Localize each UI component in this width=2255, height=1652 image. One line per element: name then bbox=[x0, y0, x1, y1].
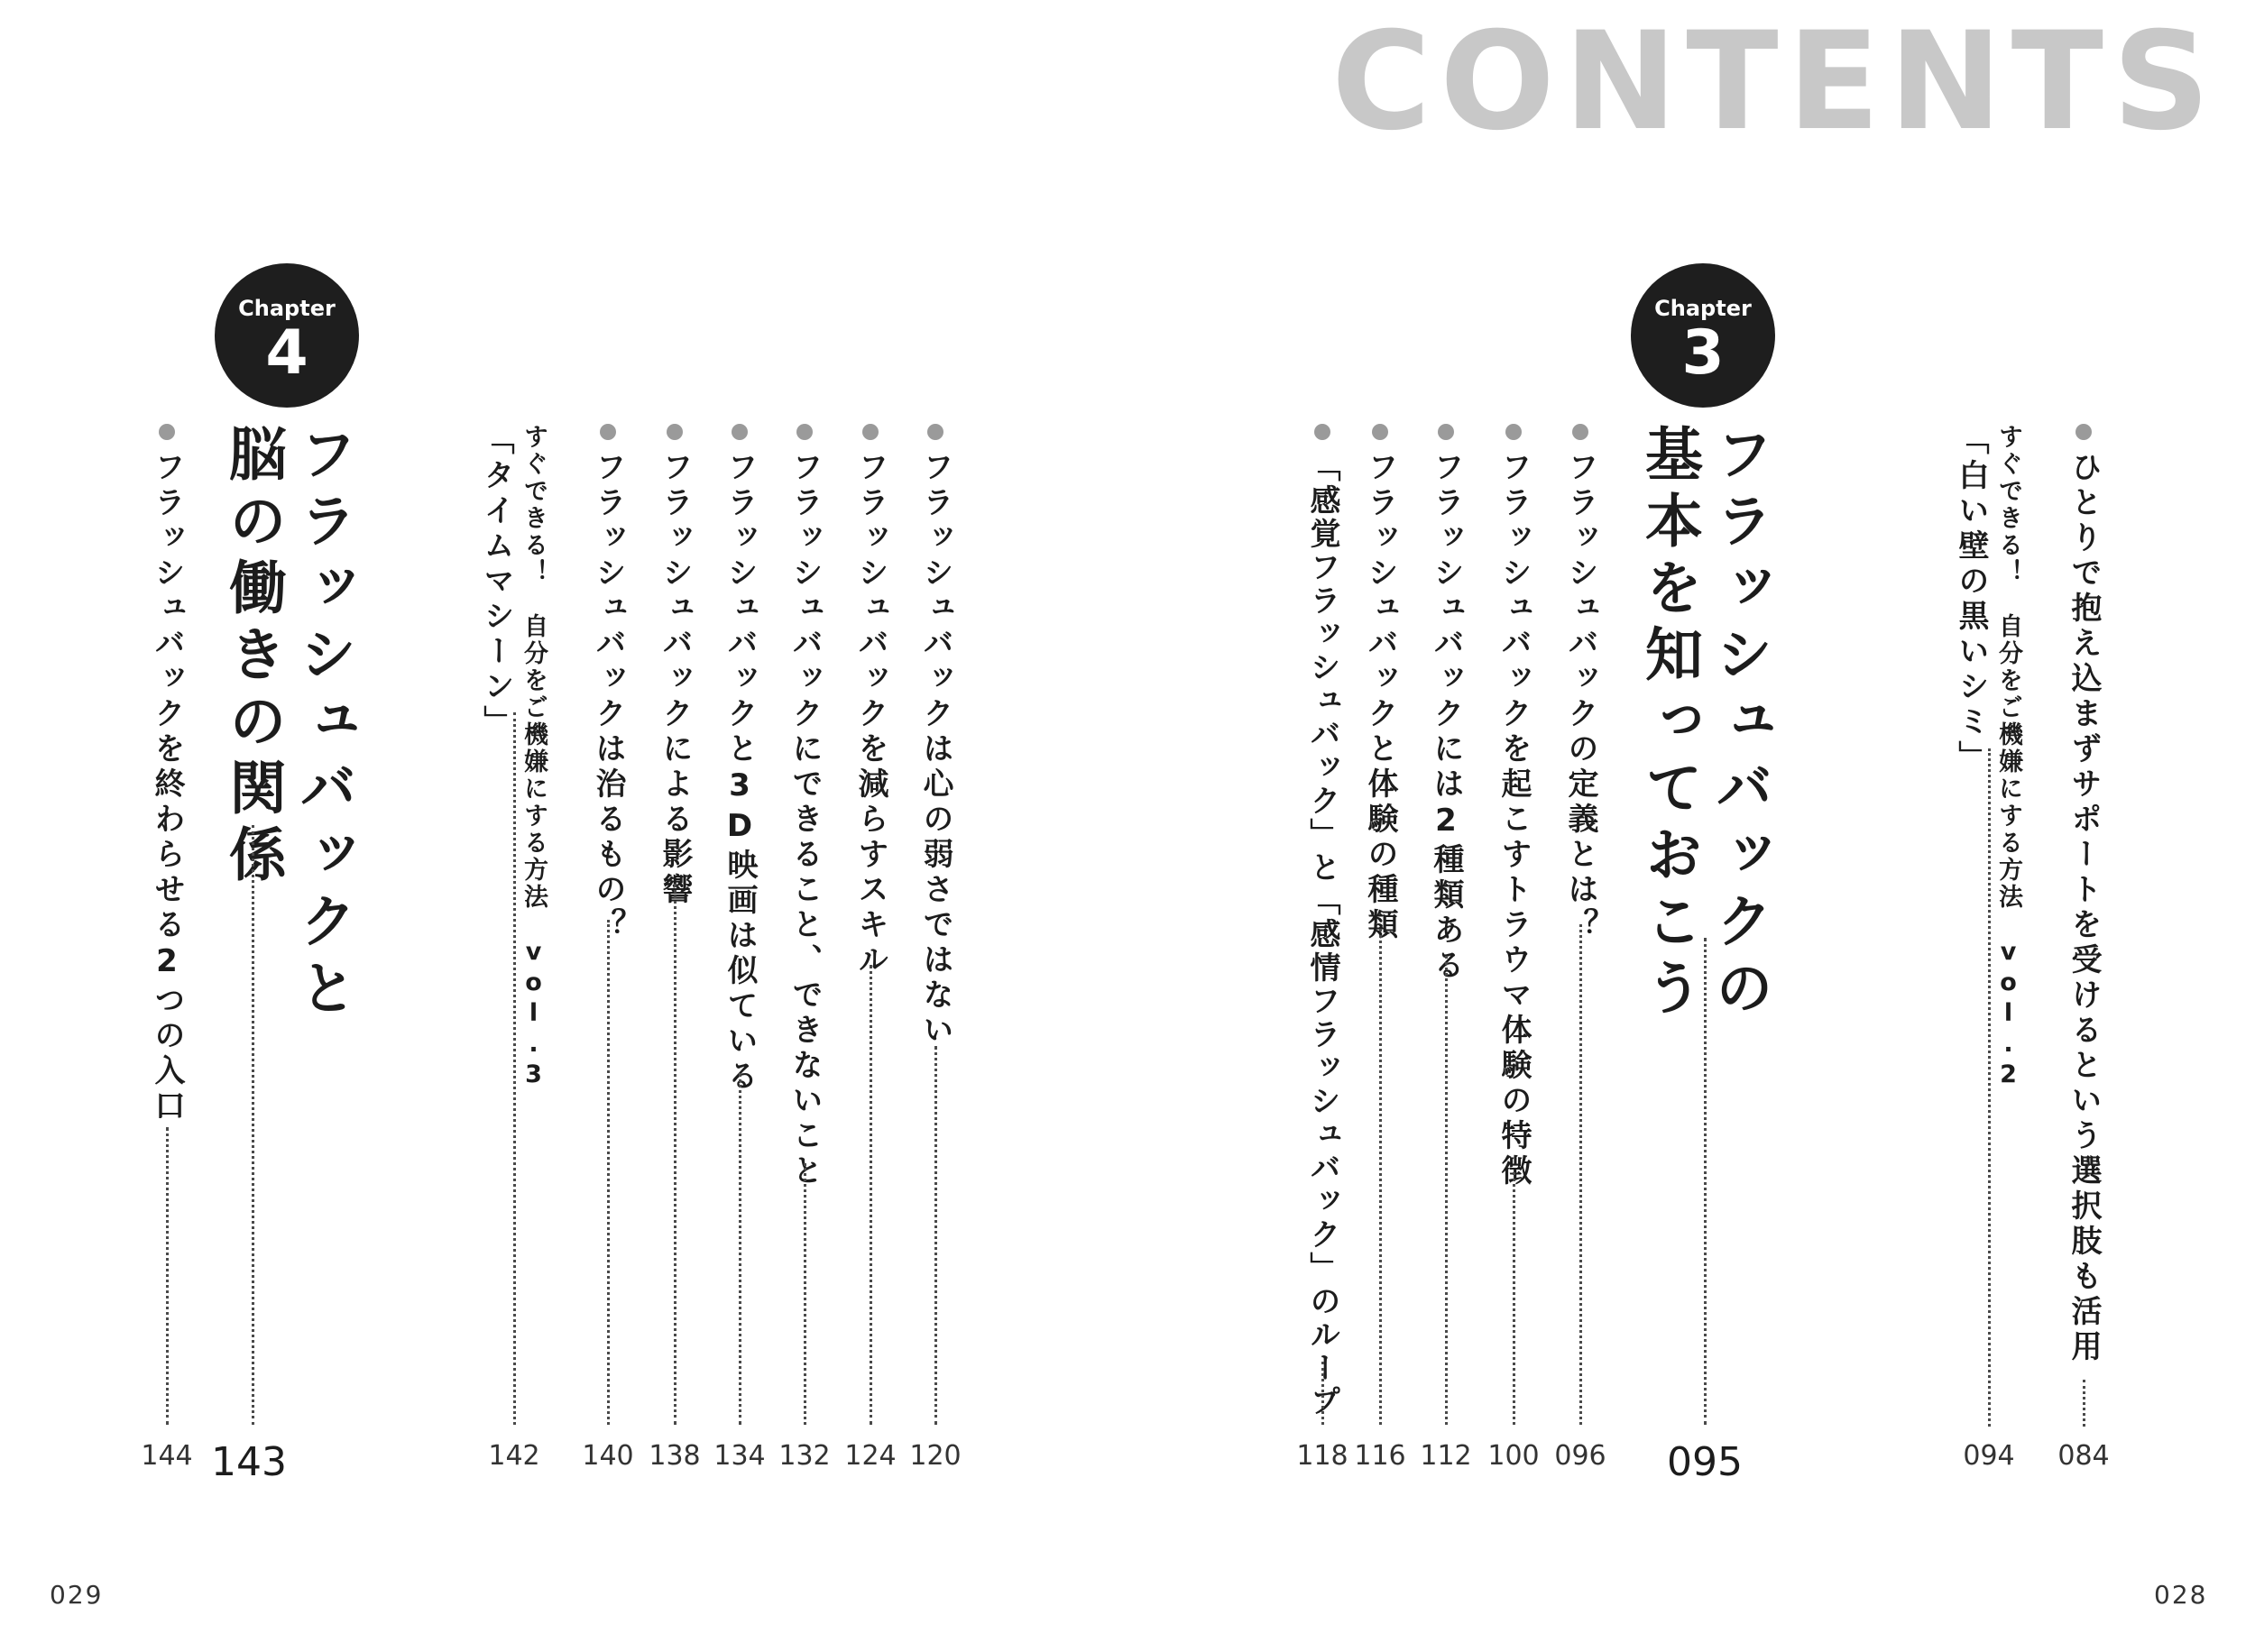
toc-entry-title: フラッシュバックには2種類ある bbox=[1428, 451, 1464, 984]
dot-leader bbox=[2083, 1380, 2085, 1427]
toc-entry-page: 142 bbox=[488, 1440, 540, 1472]
toc-entry-page: 138 bbox=[649, 1440, 701, 1472]
toc-entry-page: 096 bbox=[1554, 1440, 1606, 1472]
toc-entry-title: 「感覚フラッシュバック」と「感情フラッシュバック」のループ bbox=[1304, 451, 1340, 1418]
column-title-line2: 「白い壁の黒いシミ」 bbox=[1953, 424, 1989, 776]
bullet-icon bbox=[600, 424, 616, 440]
toc-entry-title: フラッシュバックを終わらせる2つの入口 bbox=[149, 451, 185, 1124]
bullet-icon bbox=[796, 424, 813, 440]
dot-leader bbox=[1704, 938, 1707, 1425]
dot-leader bbox=[934, 1046, 937, 1425]
chapter-4-badge bbox=[215, 263, 359, 408]
bullet-icon bbox=[2076, 424, 2092, 440]
bullet-icon bbox=[159, 424, 175, 440]
chapter-3-badge-number: 3 bbox=[1681, 317, 1725, 389]
toc-entry-page: 124 bbox=[844, 1440, 897, 1472]
dot-leader bbox=[739, 1073, 741, 1425]
bullet-icon bbox=[1438, 424, 1454, 440]
toc-entry-title: フラッシュバックの定義とは？ bbox=[1562, 451, 1598, 943]
toc-entry-page: 144 bbox=[141, 1440, 193, 1472]
bullet-icon bbox=[1372, 424, 1388, 440]
page-number-right: 028 bbox=[2154, 1580, 2208, 1610]
column-title-line1: すぐできる！ 自分をご機嫌にする方法 vol.2 bbox=[1994, 424, 2022, 1091]
bullet-icon bbox=[862, 424, 879, 440]
chapter-4-badge-label: Chapter bbox=[238, 296, 336, 321]
toc-entry-page: 112 bbox=[1420, 1440, 1472, 1472]
dot-leader bbox=[1988, 748, 1991, 1427]
chapter-4-page: 143 bbox=[211, 1439, 287, 1485]
chapter-3-badge bbox=[1631, 263, 1775, 408]
dot-leader bbox=[1579, 924, 1582, 1425]
bullet-icon bbox=[667, 424, 683, 440]
page-number-left: 029 bbox=[50, 1580, 104, 1610]
chapter-title-line2: 脳の働きの関係 bbox=[219, 424, 286, 891]
dot-leader bbox=[607, 920, 610, 1425]
column-title-line2: 「タイムマシーン」 bbox=[478, 424, 514, 740]
toc-entry-title: フラッシュバックを起こすトラウマ体験の特徴 bbox=[1496, 451, 1532, 1189]
contents-title: CONTENTS bbox=[1331, 4, 2219, 161]
toc-entry-title: ひとりで抱え込まずサポートを受けるという選択肢も活用 bbox=[2066, 451, 2102, 1365]
toc-entry-page: 094 bbox=[1963, 1440, 2015, 1472]
toc-entry-title: フラッシュバックによる影響 bbox=[657, 451, 693, 908]
bullet-icon bbox=[732, 424, 748, 440]
bullet-icon bbox=[1505, 424, 1522, 440]
toc-entry-title: フラッシュバックにできること、できないこと bbox=[787, 451, 823, 1189]
dot-leader bbox=[1321, 1362, 1324, 1425]
bullet-icon bbox=[1572, 424, 1588, 440]
toc-entry-page: 134 bbox=[713, 1440, 766, 1472]
chapter-3-badge-label: Chapter bbox=[1654, 296, 1752, 321]
toc-entry-title: フラッシュバックは治るもの？ bbox=[590, 451, 626, 943]
toc-entry-page: 132 bbox=[778, 1440, 831, 1472]
toc-entry-title: フラッシュバックと3D映画は似ている bbox=[722, 451, 758, 1095]
bullet-icon bbox=[927, 424, 943, 440]
toc-entry-page: 140 bbox=[582, 1440, 634, 1472]
toc-entry-title: フラッシュバックを減らすスキル bbox=[852, 451, 888, 978]
chapter-3-page: 095 bbox=[1667, 1439, 1743, 1485]
toc-entry-page: 120 bbox=[909, 1440, 962, 1472]
toc-entry-page: 084 bbox=[2057, 1440, 2110, 1472]
chapter-title-line1: フラッシュバックと bbox=[290, 424, 356, 1024]
toc-entry-page: 116 bbox=[1354, 1440, 1406, 1472]
toc-entry-page: 100 bbox=[1487, 1440, 1540, 1472]
dot-leader bbox=[1379, 929, 1382, 1425]
toc-entry-title: フラッシュバックと体験の種類 bbox=[1362, 451, 1398, 943]
toc-entry-page: 118 bbox=[1296, 1440, 1348, 1472]
bullet-icon bbox=[1314, 424, 1330, 440]
dot-leader bbox=[1445, 956, 1448, 1425]
dot-leader bbox=[166, 1127, 169, 1425]
chapter-title-line2: 基本を知っておこう bbox=[1635, 424, 1702, 1024]
dot-leader bbox=[513, 712, 516, 1425]
dot-leader bbox=[1513, 1172, 1515, 1425]
dot-leader bbox=[870, 965, 872, 1425]
chapter-4-badge-number: 4 bbox=[265, 317, 308, 389]
dot-leader bbox=[674, 884, 676, 1425]
dot-leader bbox=[804, 1163, 806, 1425]
toc-entry-title: フラッシュバックは心の弱さではない bbox=[917, 451, 953, 1049]
chapter-title-line1: フラッシュバックの bbox=[1706, 424, 1772, 1024]
column-title-line1: すぐできる！ 自分をご機嫌にする方法 vol.3 bbox=[520, 424, 548, 1091]
dot-leader bbox=[252, 825, 254, 1425]
